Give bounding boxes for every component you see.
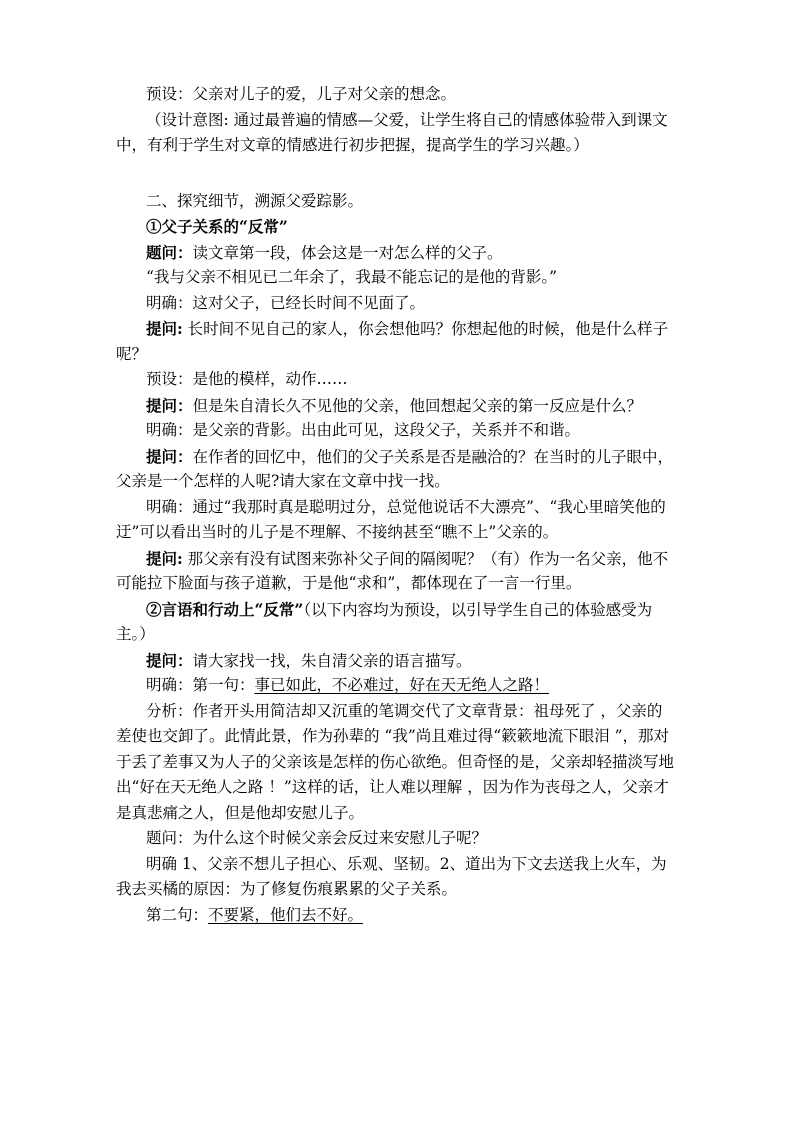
underlined-quote: 事已如此，不必难过，好在天无绝人之路！ <box>254 676 550 694</box>
preset-text: 是他的模样，动作…… <box>192 370 348 388</box>
question-label: 提问： <box>146 395 193 415</box>
answer-7-line-1: 明确 1、父亲不想儿子担心、乐观、坚韧。2、道出为下文去送我上火车，为 <box>146 854 667 873</box>
question-text: 请大家找一找，朱自清父亲的语言描写。 <box>192 651 472 670</box>
preset-label: 预设： <box>146 370 193 388</box>
answer-6 <box>116 673 694 699</box>
answer-7-line-2: 我去买橘的原因：为了修复伤痕累累的父子关系。 <box>116 880 458 898</box>
answer-label: 明确： <box>146 676 193 694</box>
answer-4-line-1 <box>116 495 694 521</box>
question-7: 题问：为什么这个时候父亲会反过来安慰儿子呢？ <box>146 829 488 847</box>
question-label: 题问： <box>146 242 193 262</box>
analysis-line-1: 分析：作者开头用简洁却又沉重的笔调交代了文章背景：祖母死了 ，父亲的 <box>146 701 663 720</box>
question-1 <box>116 240 694 266</box>
preset-text: 父亲对儿子的爱，儿子对父亲的想念。 <box>192 85 457 103</box>
preset-label: 预设： <box>146 85 193 103</box>
question-2-line-2: 呢？ <box>116 344 148 363</box>
question-label: 提问： <box>146 650 193 670</box>
answer-label: 明确： <box>146 293 193 312</box>
answer-text: 通过“我那时真是聪明过分，总觉他说话不大漂亮”、“我心里暗笑他的 <box>192 497 666 516</box>
preset-paragraph-1 <box>116 82 694 108</box>
answer-text: 这对父子，已经长时间不见面了。 <box>192 293 426 312</box>
question-text: 在作者的回忆中，他们的父子关系是否是融洽的？在当时的儿子眼中， <box>192 447 674 466</box>
question-4-line-1 <box>116 444 694 470</box>
question-3 <box>116 393 694 419</box>
analysis-line-4: 出“好在天无绝人之路 ！”这样的话，让人难以理解 ，因为作为丧母之人，父亲才 <box>116 778 669 796</box>
subsection-2-line-2: 主。） <box>116 625 155 643</box>
analysis-line-5: 是真悲痛之人，但是他却安慰儿子。 <box>116 803 365 822</box>
question-5-line-1 <box>116 546 694 572</box>
subsection-1-heading: ①父子关系的“反常” <box>146 217 288 236</box>
answer-3 <box>116 418 694 444</box>
subsection-2-note: （以下内容均为预设，以引导学生自己的体验感受为 <box>303 600 653 619</box>
blank-spacer <box>116 159 694 189</box>
question-2-line-1 <box>116 316 694 342</box>
underlined-quote: 不要紧，他们去不好。 <box>208 905 364 924</box>
analysis-line-3: 于丢了差事又为人子的父亲该是怎样的伤心欲绝。但奇怪的是，父亲却轻描淡写地 <box>116 752 675 771</box>
second-prefix: 第二句： <box>146 905 209 924</box>
question-label: 提问: <box>146 548 183 568</box>
preset-2 <box>116 367 694 393</box>
subsection-2-heading: ②言语和行动上“反常” <box>146 599 304 619</box>
question-text: 读文章第一段，体会这是一对怎么样的父子。 <box>192 243 503 262</box>
question-label: 提问: <box>146 319 183 338</box>
section-2-heading: 二、探究细节，溯源父爱踪影。 <box>146 191 364 210</box>
quote-1: “我与父亲不相见已二年余了，我最不能忘记的是他的背影。” <box>146 268 558 286</box>
question-5-line-2: 可能拉下脸面与孩子道歉，于是他“求和”，都体现在了一言一行里。 <box>116 574 582 592</box>
answer-text: 是父亲的背影。出由此可见，这段父子，关系并不和谐。 <box>192 421 581 439</box>
design-intent-line-2: 中，有利于学生对文章的情感进行初步把握，提高学生的学习兴趣。） <box>116 136 589 154</box>
document-body <box>116 82 694 928</box>
answer-prefix: 第一句： <box>192 676 255 694</box>
analysis-line-2: 差使也交卸了。此情此景，作为孙辈的 “我”尚且难过得“簌簌地流下眼泪 ”，那对 <box>116 727 670 745</box>
question-text: 长时间不见自己的家人，你会想他吗？你想起他的时候，他是什么样子 <box>182 320 669 338</box>
second-sentence <box>116 903 694 929</box>
answer-label: 明确： <box>146 421 193 439</box>
question-label: 提问： <box>146 446 193 466</box>
answer-1 <box>116 291 694 317</box>
answer-label: 明确： <box>146 497 193 516</box>
question-text: 但是朱自清长久不见他的父亲，他回想起父亲的第一反应是什么？ <box>192 396 643 415</box>
answer-4-line-2: 迂”可以看出当时的儿子是不理解、不接纳甚至“瞧不上”父亲的。 <box>116 523 559 541</box>
subsection-2-line-1 <box>116 597 694 623</box>
question-6 <box>116 648 694 674</box>
design-intent-line-1: （设计意图: 通过最普遍的情感—父爱，让学生将自己的情感体验带入到课文 <box>146 110 668 129</box>
question-text: 那父亲有没有试图来弥补父子间的隔阂呢？（有）作为一名父亲，他不 <box>182 549 669 568</box>
question-4-line-2: 父亲是一个怎样的人呢?请大家在文章中找一找。 <box>116 472 450 490</box>
